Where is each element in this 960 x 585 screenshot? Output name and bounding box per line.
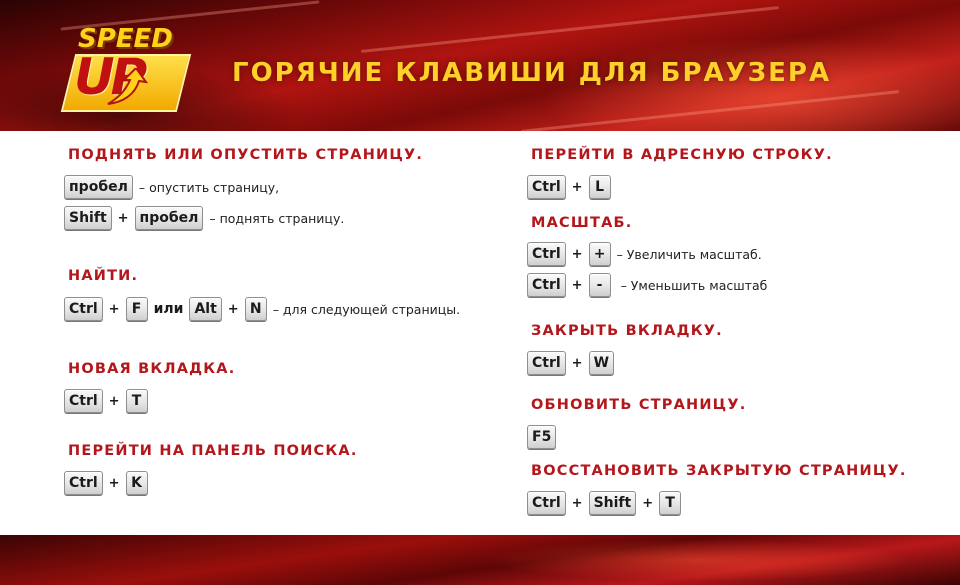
- key-t: T: [126, 389, 148, 413]
- section-heading-zoom: МАСШТАБ.: [531, 215, 633, 231]
- key-shift: Shift: [589, 491, 637, 515]
- plus-sign: +: [227, 301, 239, 317]
- section-heading-refresh: ОБНОВИТЬ СТРАНИЦУ.: [531, 397, 747, 413]
- section-heading-scroll: ПОДНЯТЬ ИЛИ ОПУСТИТЬ СТРАНИЦУ.: [68, 147, 424, 163]
- section-heading-restore: ВОССТАНОВИТЬ ЗАКРЫТУЮ СТРАНИЦУ.: [531, 463, 907, 479]
- key-k: K: [126, 471, 148, 495]
- shortcut-description: – опустить страницу,: [138, 179, 280, 195]
- shortcut-row-restore: [527, 490, 681, 516]
- shortcut-row-address-bar: [527, 174, 611, 200]
- key-ctrl: Ctrl: [527, 491, 566, 515]
- plus-sign: +: [571, 495, 583, 511]
- header-banner: [0, 0, 960, 131]
- plus-sign: +: [571, 277, 583, 293]
- page-title: ГОРЯЧИЕ КЛАВИШИ ДЛЯ БРАУЗЕРА: [232, 58, 832, 88]
- shortcut-row-refresh: [527, 424, 556, 450]
- shortcut-row-scroll-up: [64, 205, 344, 231]
- shortcut-description: – поднять страницу.: [209, 210, 345, 226]
- key-ctrl: Ctrl: [527, 351, 566, 375]
- section-heading-close-tab: ЗАКРЫТЬ ВКЛАДКУ.: [531, 323, 723, 339]
- key-f5: F5: [527, 425, 556, 449]
- plus-sign: +: [108, 301, 120, 317]
- shortcut-description: – Уменьшить масштаб: [620, 277, 768, 293]
- plus-sign: +: [571, 179, 583, 195]
- key-ctrl: Ctrl: [527, 242, 566, 266]
- logo-speed-text: SPEED: [78, 24, 173, 54]
- banner-streak: [361, 6, 779, 53]
- shortcut-row-search-bar: [64, 470, 148, 496]
- key-minus: -: [589, 273, 611, 297]
- shortcut-row-close-tab: [527, 350, 614, 376]
- plus-sign: +: [117, 210, 129, 226]
- section-heading-address-bar: ПЕРЕЙТИ В АДРЕСНУЮ СТРОКУ.: [531, 147, 833, 163]
- up-arrow-icon: [104, 68, 150, 108]
- key-f: F: [126, 297, 148, 321]
- plus-sign: +: [108, 393, 120, 409]
- key-ctrl: Ctrl: [64, 389, 103, 413]
- logo-up-text: UP: [74, 48, 144, 106]
- key-ctrl: Ctrl: [527, 273, 566, 297]
- section-heading-search-bar: ПЕРЕЙТИ НА ПАНЕЛЬ ПОИСКА.: [68, 443, 358, 459]
- footer-banner: [0, 535, 960, 585]
- shortcut-description: – Увеличить масштаб.: [616, 246, 762, 262]
- plus-sign: +: [571, 355, 583, 371]
- shortcut-row-find: [64, 296, 460, 322]
- shortcut-row-scroll-down: [64, 174, 279, 200]
- shortcut-row-zoom-in: [527, 241, 762, 267]
- key-n: N: [245, 297, 267, 321]
- key-ctrl: Ctrl: [64, 471, 103, 495]
- plus-sign: +: [571, 246, 583, 262]
- key-l: L: [589, 175, 611, 199]
- key-space: пробел: [64, 175, 133, 199]
- key-w: W: [589, 351, 614, 375]
- key-plus: +: [589, 242, 611, 266]
- key-alt: Alt: [189, 297, 221, 321]
- key-t: T: [659, 491, 681, 515]
- section-heading-new-tab: НОВАЯ ВКЛАДКА.: [68, 361, 236, 377]
- banner-streak: [521, 90, 899, 131]
- speed-up-logo: [64, 24, 190, 110]
- plus-sign: +: [108, 475, 120, 491]
- shortcut-row-new-tab: [64, 388, 148, 414]
- key-ctrl: Ctrl: [527, 175, 566, 199]
- shortcut-description: – для следующей страницы.: [272, 301, 461, 317]
- key-space: пробел: [135, 206, 204, 230]
- key-ctrl: Ctrl: [64, 297, 103, 321]
- shortcut-row-zoom-out: [527, 272, 767, 298]
- key-shift: Shift: [64, 206, 112, 230]
- or-text: или: [153, 301, 184, 317]
- plus-sign: +: [642, 495, 654, 511]
- section-heading-find: НАЙТИ.: [68, 268, 139, 284]
